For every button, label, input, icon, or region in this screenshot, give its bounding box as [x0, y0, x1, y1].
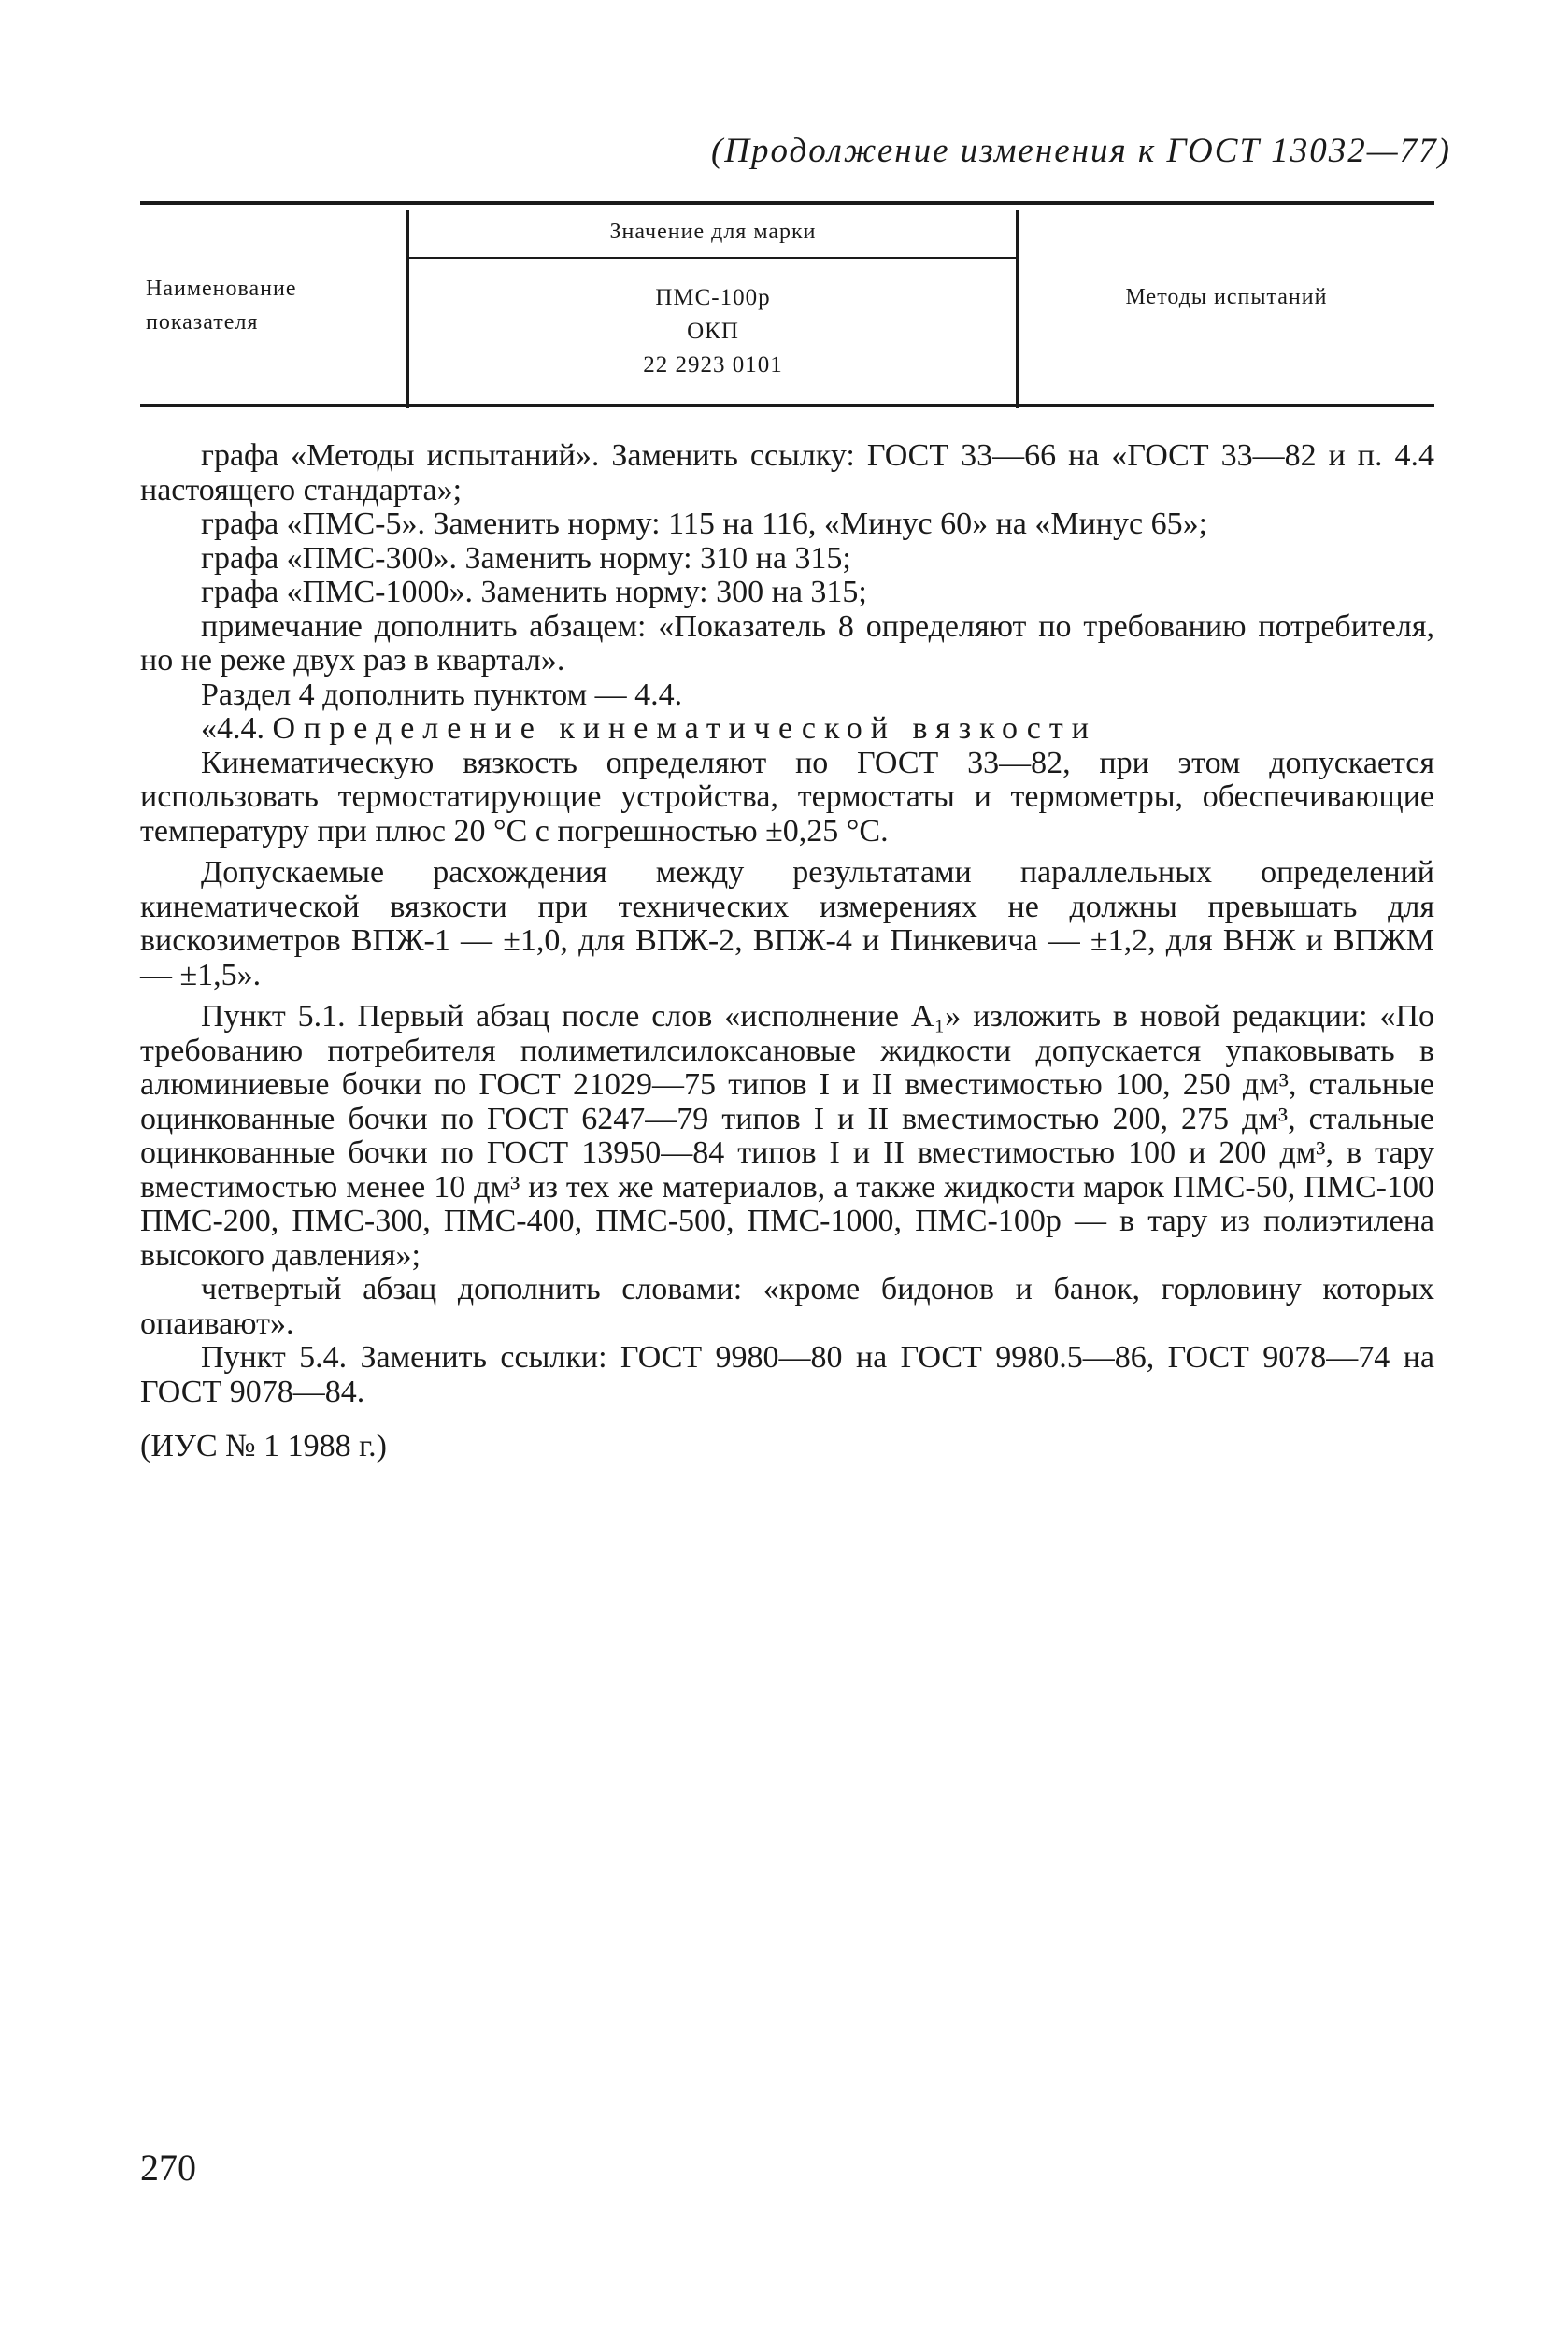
- paragraph: Кинематическую вязкость определяют по ГОСТ 33—82, при этом допускается использовать термостатирующие устройства, термостаты и термометры, обеспечивающие температуру при плюс 20 °С с погрешностью ±0,25 °С.: [140, 745, 1434, 849]
- paragraph: графа «ПМС-1000». Заменить норму: 300 на 315;: [201, 575, 867, 609]
- amendment-table: [140, 201, 1434, 408]
- table-top-rule: [140, 201, 1434, 205]
- paragraph: графа «ПМС-5». Заменить норму: 115 на 116, «Минус 60» на «Минус 65»;: [201, 507, 1208, 541]
- page-number: 270: [140, 2147, 196, 2189]
- mark-okp-code: 22 2923 0101: [643, 352, 783, 378]
- paragraph: примечание дополнить абзацем: «Показатель 8 определяют по требованию потребителя, но не реже двух раз в квартал».: [140, 608, 1434, 678]
- mark-header-pms-100r: [409, 281, 1017, 382]
- mark-okp-label: ОКП: [687, 319, 739, 344]
- paragraph: графа «ПМС-300». Заменить норму: 310 на 315;: [201, 540, 851, 576]
- col-group-header: Значение для марки: [609, 220, 817, 244]
- col-name-line1: Наименование: [146, 277, 297, 301]
- paragraph: Раздел 4 дополнить пунктом — 4.4.: [201, 677, 683, 712]
- paragraph: Пункт 5.4. Заменить ссылки: ГОСТ 9980—80 на ГОСТ 9980.5—86, ГОСТ 9078—74 на ГОСТ 9078—84.: [140, 1340, 1434, 1409]
- source-reference: (ИУС № 1 1988 г.): [140, 1429, 387, 1463]
- table-header-divider: [409, 257, 1017, 259]
- col-header-indicator-name: [146, 272, 297, 339]
- running-head: (Продолжение изменения к ГОСТ 13032—77): [710, 132, 1451, 170]
- paragraph: Пункт 5.1. Первый абзац после слов «исполнение А₁» изложить в новой редакции: «По требованию потребителя полиметилсилоксановые жидкости допускается упаковывать в алюминиевые бочки по ГОСТ 21029—75 типов I и II вместимостью 100, 250 дм³, стальные оцинкованные бочки по ГОСТ 6247—79 типов I и II вместимостью 200, 275 дм³, стальные оцинкованные бочки по ГОСТ 13950—84 типов I и II вместимостью 100 и 200 дм³, в тару вместимостью менее 10 дм³ из тех же материалов, а также жидкости марок ПМС-50, ПМС-100 ПМС-200, ПМС-300, ПМС-400, ПМС-500, ПМС-1000, ПМС-100р — в тару из полиэтилена высокого давления»;: [140, 999, 1434, 1273]
- paragraph: графа «Методы испытаний». Заменить ссылку: ГОСТ 33—66 на «ГОСТ 33—82 и п. 4.4 настоящего стандарта»;: [140, 438, 1434, 507]
- paragraph: Допускаемые расхождения между результатами параллельных определений кинематической вязкости при технических измерениях не должны превышать для вискозиметров ВПЖ-1 — ±1,0, для ВПЖ-2, ВПЖ-4 и Пинкевича — ±1,2, для ВНЖ и ВПЖМ — ±1,5».: [140, 855, 1434, 992]
- col-header-test-methods: Методы испытаний: [1125, 285, 1328, 309]
- mark-name: ПМС-100р: [655, 285, 771, 310]
- col-name-line2: показателя: [146, 310, 259, 335]
- section-heading: [140, 712, 1434, 747]
- amendment-body: [140, 439, 1434, 1464]
- paragraph: четвертый абзац дополнить словами: «кроме бидонов и банок, горловину которых опаивают».: [140, 1272, 1434, 1341]
- section-number: «4.4.: [201, 711, 273, 746]
- section-title: Определение кинематической вязкости: [272, 711, 1097, 746]
- table-bottom-rule: [140, 404, 1434, 407]
